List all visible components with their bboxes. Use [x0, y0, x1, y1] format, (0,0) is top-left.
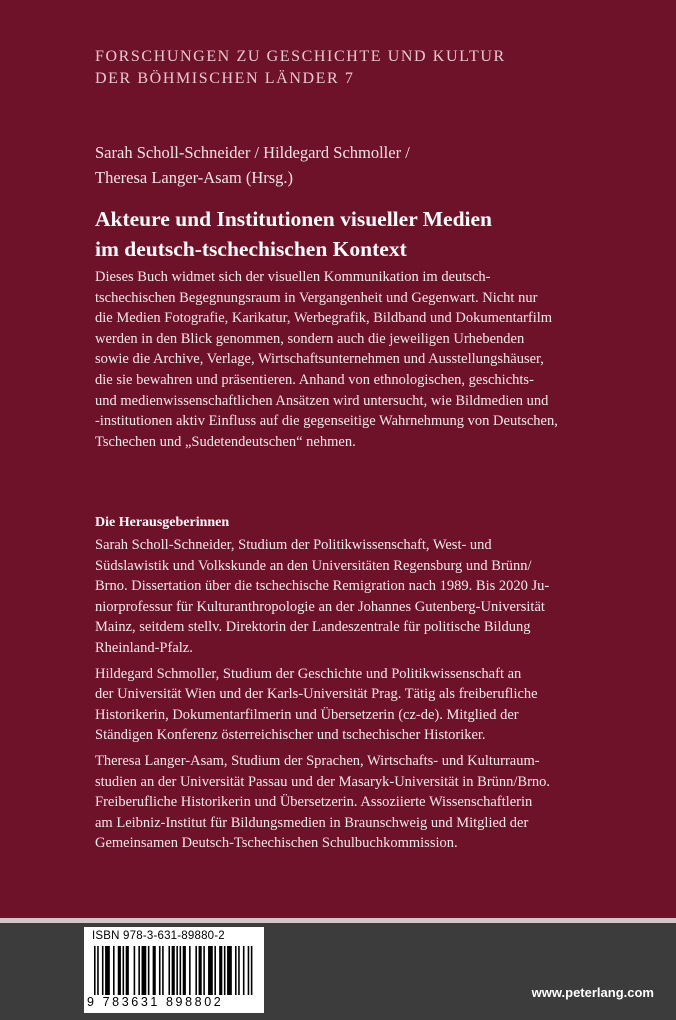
barcode-bar [214, 946, 216, 995]
editors-line-2: Theresa Langer-Asam (Hrsg.) [95, 168, 294, 187]
barcode-bar [248, 946, 250, 995]
bio-line: Rheinland-Pfalz. [95, 639, 193, 656]
blurb-line: Tschechen und „Sudetendeutschen“ nehmen. [95, 433, 356, 450]
barcode-bar [251, 946, 253, 995]
barcode-bar [180, 946, 182, 995]
barcode-bar [134, 946, 136, 995]
barcode-bar [123, 946, 125, 995]
bio-line: Hildegard Schmoller, Studium der Geschichte und Politikwissenschaft an [95, 665, 522, 682]
barcode-bar [148, 946, 150, 995]
blurb-line: -institutionen aktiv Einfluss auf die gegenseitige Wahrnehmung von Deutschen, [95, 413, 558, 430]
barcode-bar [102, 946, 104, 995]
barcode-bar [208, 946, 213, 995]
barcode-bar [195, 946, 197, 995]
barcode-bar [126, 946, 129, 995]
series-title [95, 46, 615, 90]
blurb-line: sowie die Archive, Verlage, Wirtschaftsunternehmen und Ausstellungshäuser, [95, 351, 544, 368]
bio-line: niorprofessur für Kulturanthropologie an der Johannes Gutenberg-Universität [95, 598, 545, 615]
blurb-line: und medienwissenschaftlichen Ansätzen wird untersucht, wie Bildmedien und [95, 392, 549, 409]
bio-line: Sarah Scholl-Schneider, Studium der Politikwissenschaft, West- und [95, 537, 492, 553]
book-title [95, 204, 655, 264]
barcode-bar [105, 946, 110, 995]
blurb-line: werden in den Blick genommen, sondern auch die jeweiligen Urhebenden [95, 330, 525, 347]
series-line-1: FORSCHUNGEN ZU GESCHICHTE UND KULTUR [95, 48, 506, 65]
bio-line: Ständigen Konferenz österreichischer und tschechischer Historiker. [95, 727, 486, 744]
barcode-bar [176, 946, 178, 995]
bio-langer-asam [95, 751, 655, 854]
barcode-bar [243, 946, 245, 995]
footer-divider [0, 918, 676, 923]
barcode-bar [172, 946, 175, 995]
blurb-line: die Medien Fotografie, Karikatur, Werbegrafik, Bildband und Dokumentarfilm [95, 310, 553, 327]
barcode-bar [238, 946, 240, 995]
blurb-line: Dieses Buch widmet sich der visuellen Kommunikation im deutsch- [95, 269, 491, 285]
editors-bio-heading: Die Herausgeberinnen [95, 515, 230, 530]
bio-schmoller [95, 664, 655, 746]
ean-digits: 9 783631 898802 [87, 995, 224, 1009]
bio-line: studien an der Universität Passau und der Masaryk-Universität in Brünn/Brno. [95, 773, 551, 790]
bio-line: am Leibniz-Institut für Bildungsmedien in Braunschweig und Mitglied der [95, 814, 529, 831]
bio-scholl-schneider [95, 535, 655, 659]
barcode-bar [113, 946, 115, 995]
barcode-bar [97, 946, 99, 995]
editor-bios [95, 535, 655, 859]
blurb-line: tschechischen Begegnungsraum in Vergangenheit und Gegenwart. Nicht nur [95, 289, 538, 306]
barcode-bar [203, 946, 205, 995]
bio-line: Mainz, seitdem stellv. Direktorin der Landeszentrale für politische Bildung [95, 619, 531, 636]
barcode-bar [94, 946, 96, 995]
bio-line: Historikerin, Dokumentarfilmerin und Übersetzerin (cz-de). Mitglied der [95, 706, 519, 723]
barcode-bar [118, 946, 121, 995]
barcode [84, 927, 264, 1013]
blurb-line: die sie bewahren und präsentieren. Anhand von ethnologischen, geschichts- [95, 371, 534, 388]
title-line-1: Akteure und Institutionen visueller Medien [95, 207, 492, 231]
series-line-2: DER BÖHMISCHEN LÄNDER 7 [95, 70, 355, 87]
editors-line-1: Sarah Scholl-Schneider / Hildegard Schmoller / [95, 143, 410, 162]
barcode-bar [183, 946, 186, 995]
barcode-bar [235, 946, 237, 995]
isbn-text: ISBN 978-3-631-89880-2 [92, 930, 225, 942]
barcode-bar [189, 946, 191, 995]
barcode-bar [138, 946, 140, 995]
barcode-bar [199, 946, 202, 995]
barcode-bars [94, 946, 254, 995]
bio-line: Freiberufliche Historikerin und Übersetzerin. Assoziierte Wissenschaftlerin [95, 794, 533, 811]
barcode-bar [159, 946, 161, 995]
barcode-bar [168, 946, 170, 995]
title-line-2: im deutsch-tschechischen Kontext [95, 237, 407, 261]
barcode-bar [153, 946, 156, 995]
bio-line: Südslawistik und Volkskunde an den Universitäten Regensburg und Brünn/ [95, 557, 532, 574]
editors [95, 140, 615, 190]
barcode-bar [219, 946, 222, 995]
barcode-bar [162, 946, 164, 995]
publisher-url[interactable]: www.peterlang.com [531, 985, 654, 1000]
bio-line: der Universität Wien und der Karls-Universität Prag. Tätig als freiberufliche [95, 686, 538, 703]
barcode-bar [227, 946, 232, 995]
bio-line: Brno. Dissertation über die tschechische Remigration nach 1989. Bis 2020 Ju- [95, 578, 550, 595]
bio-line: Gemeinsamen Deutsch-Tschechischen Schulbuchkommission. [95, 835, 458, 852]
barcode-bar [224, 946, 226, 995]
barcode-bar [142, 946, 147, 995]
blurb [95, 267, 655, 452]
bio-line: Theresa Langer-Asam, Studium der Sprachen, Wirtschafts- und Kulturraum- [95, 752, 540, 769]
